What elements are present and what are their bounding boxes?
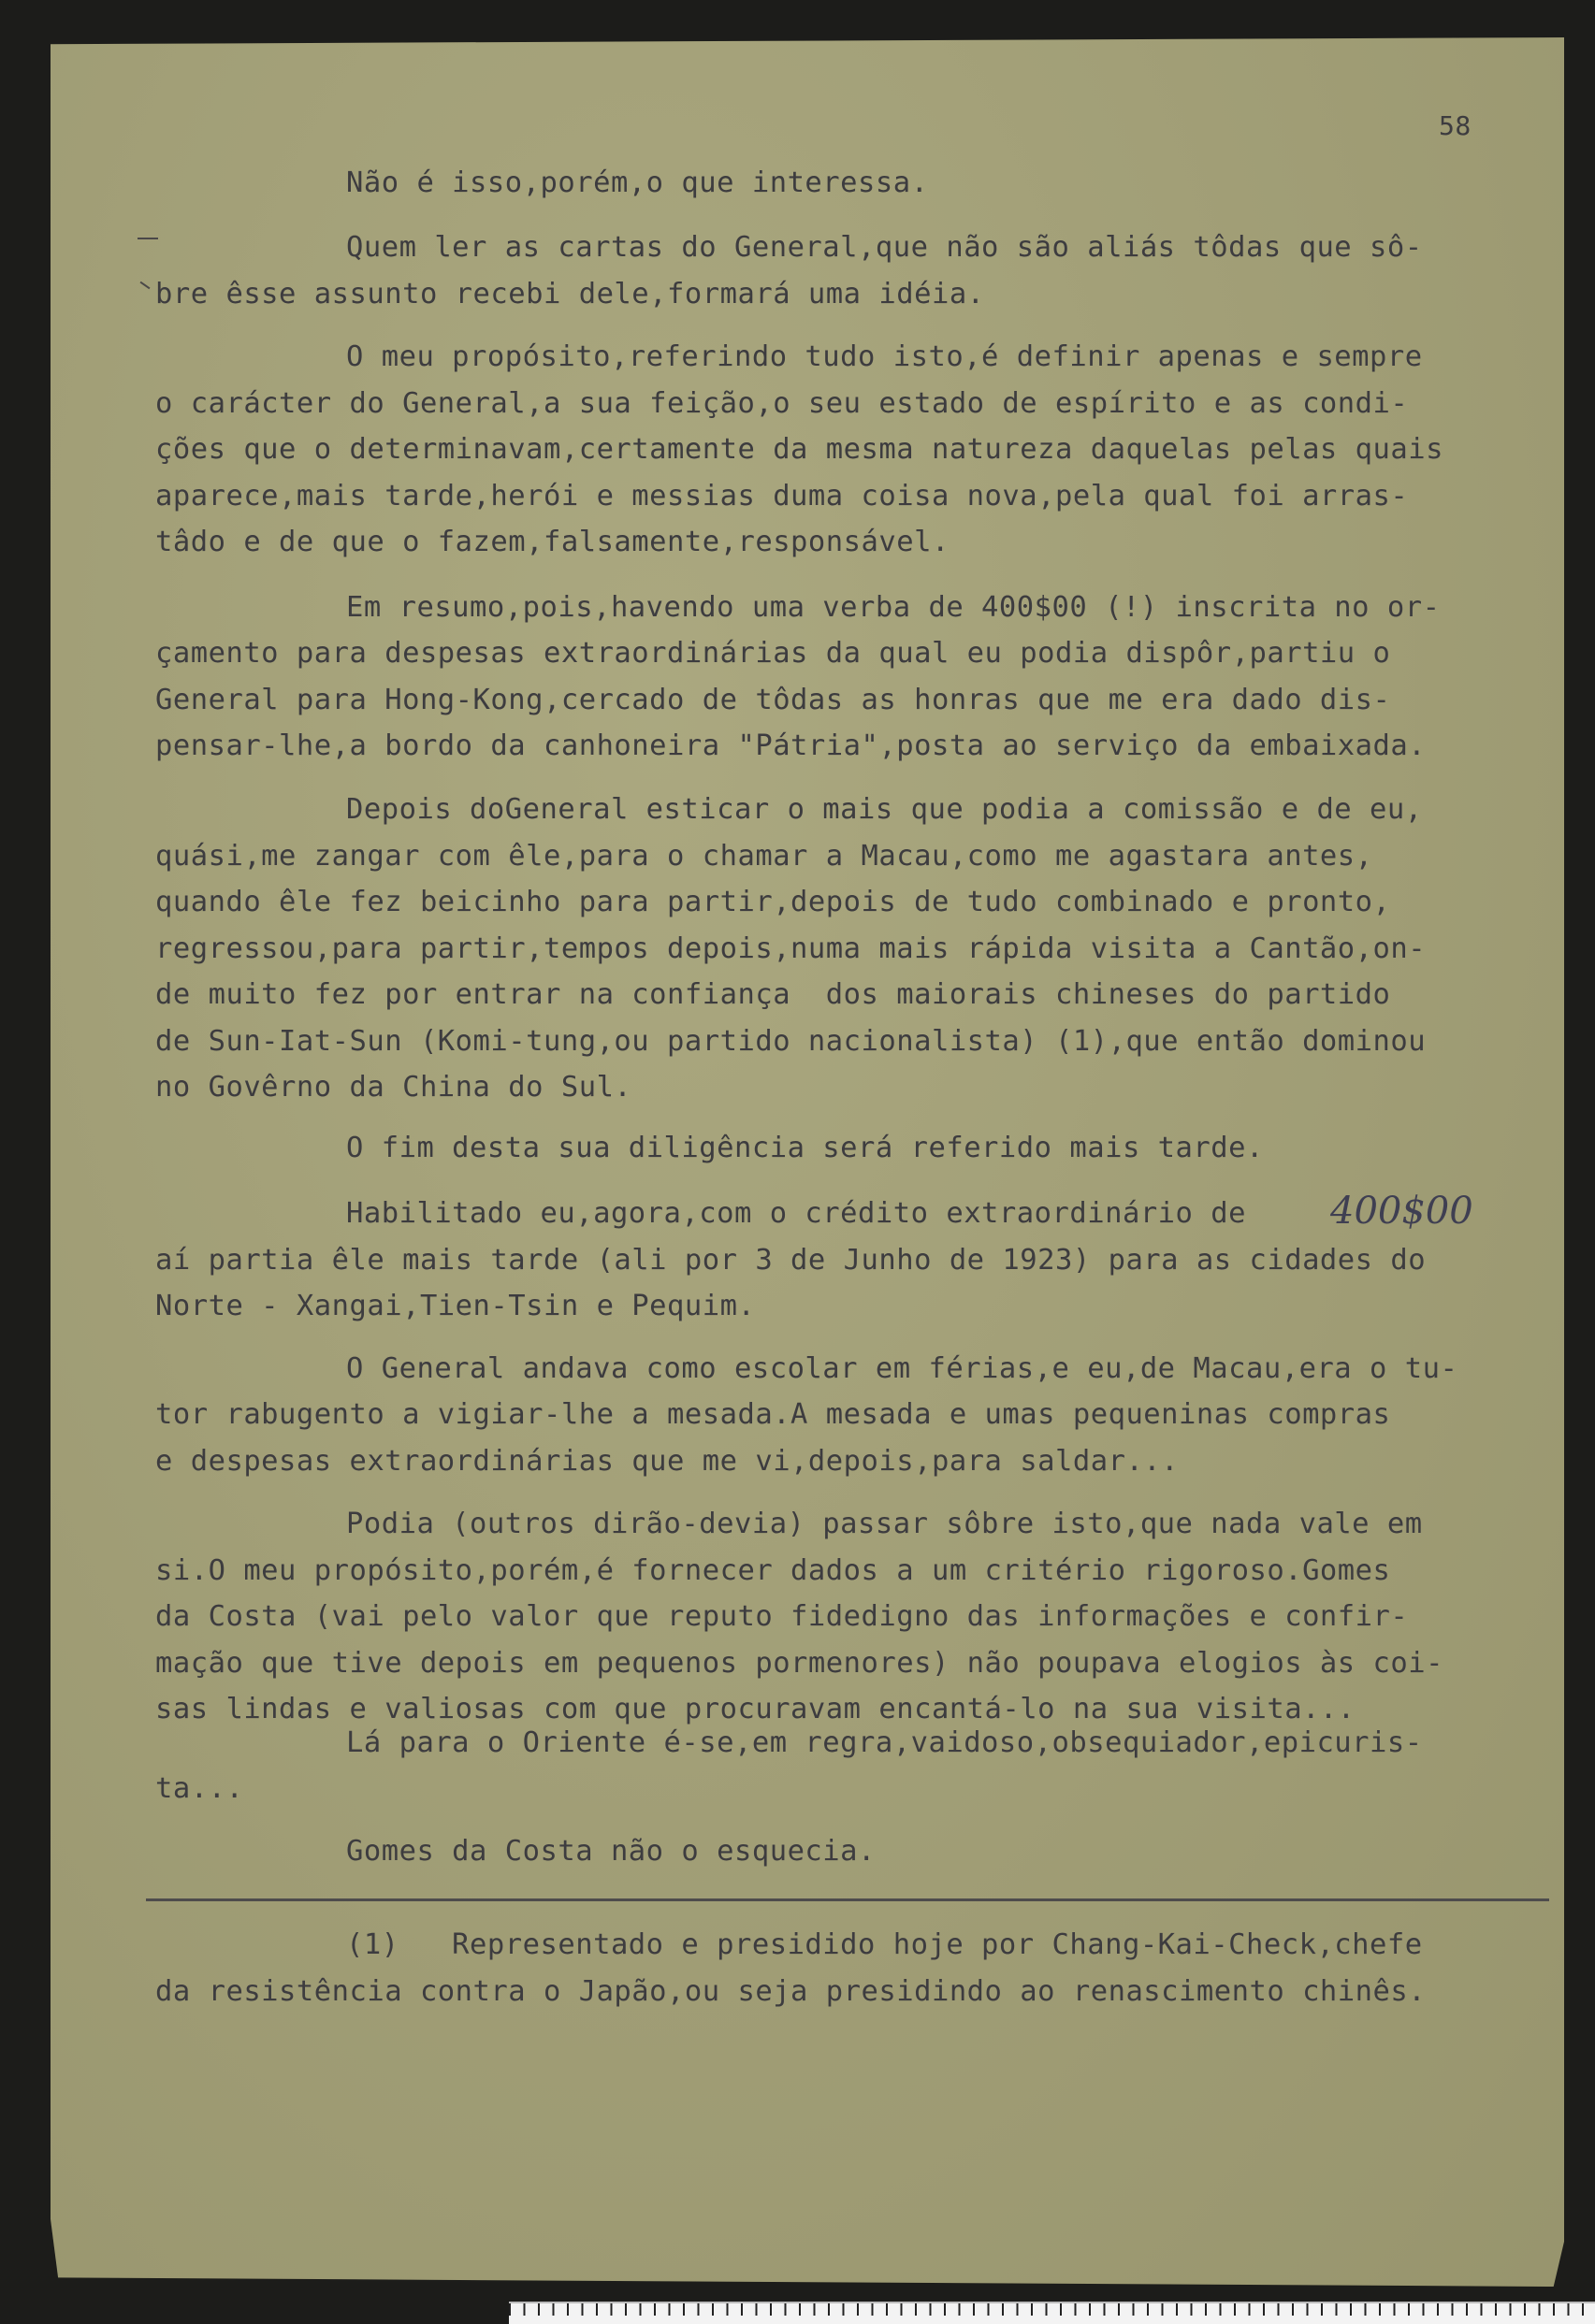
text-line: e despesas extraordinárias que me vi,depois,para saldar... — [155, 1445, 1180, 1478]
page-number: 58 — [1439, 110, 1472, 141]
text-line: Em resumo,pois,havendo uma verba de 400$00 (!) inscrita no or- — [346, 591, 1441, 624]
text-line: çamento para despesas extraordinárias da qual eu podia dispôr,partiu o — [155, 637, 1391, 670]
text-line: Lá para o Oriente é-se,em regra,vaidoso,obsequiador,epicuris- — [346, 1726, 1423, 1759]
text-line: regressou,para partir,tempos depois,numa mais rápida visita a Cantão,on- — [155, 932, 1427, 965]
handwritten-amount: 400$00 — [1330, 1190, 1473, 1233]
text-line: aparece,mais tarde,herói e messias duma coisa nova,pela qual foi arras- — [155, 480, 1409, 512]
text-line: Não é isso,porém,o que interessa. — [346, 166, 929, 199]
text-line: de muito fez por entrar na confiança dos maiorais chineses do partido — [155, 978, 1391, 1011]
footnote-divider — [146, 1898, 1549, 1901]
text-line: O fim desta sua diligência será referido mais tarde. — [346, 1132, 1264, 1164]
text-line: tâdo e de que o fazem,falsamente,responsável. — [155, 526, 950, 558]
text-line: no Govêrno da China do Sul. — [155, 1071, 632, 1104]
text-line: quando êle fez beicinho para partir,depois de tudo combinado e pronto, — [155, 886, 1391, 918]
text-line: Norte - Xangai,Tien-Tsin e Pequim. — [155, 1290, 756, 1322]
footnote-line: (1) Representado e presidido hoje por Chang-Kai-Check,chefe — [346, 1928, 1423, 1961]
text-line: aí partia êle mais tarde (ali por 3 de Junho de 1923) para as cidades do — [155, 1244, 1427, 1277]
text-line: ções que o determinavam,certamente da mesma natureza daquelas pelas quais — [155, 433, 1443, 466]
text-line: Depois doGeneral esticar o mais que podia a comissão e de eu, — [346, 793, 1423, 826]
text-line: O meu propósito,referindo tudo isto,é definir apenas e sempre — [346, 340, 1423, 373]
text-line: O General andava como escolar em férias,e eu,de Macau,era o tu- — [346, 1352, 1458, 1385]
text-line: de Sun-Iat-Sun (Komi-tung,ou partido nacionalista) (1),que então dominou — [155, 1025, 1427, 1058]
text-line: bre êsse assunto recebi dele,formará uma idéia. — [155, 278, 985, 310]
text-line: Gomes da Costa não o esquecia. — [346, 1835, 876, 1868]
text-line: sas lindas e valiosas com que procuravam encantá-lo na sua visita... — [155, 1693, 1356, 1725]
text-line: ta... — [155, 1772, 244, 1805]
text-line: da Costa (vai pelo valor que reputo fidedigno das informações e confir- — [155, 1600, 1409, 1633]
text-line: quási,me zangar com êle,para o chamar a Macau,como me agastara antes, — [155, 840, 1373, 873]
text-line: General para Hong-Kong,cercado de tôdas as honras que me era dado dis- — [155, 684, 1391, 716]
text-line: Podia (outros dirão-devia) passar sôbre isto,que nada vale em — [346, 1508, 1423, 1540]
text-line: Habilitado eu,agora,com o crédito extraordinário de — [346, 1197, 1246, 1230]
text-line: tor rabugento a vigiar-lhe a mesada.A mesada e umas pequeninas compras — [155, 1398, 1391, 1431]
text-line: Quem ler as cartas do General,que não são aliás tôdas que sô- — [346, 231, 1423, 264]
footnote-line: da resistência contra o Japão,ou seja presidindo ao renascimento chinês. — [155, 1975, 1427, 2008]
margin-mark — [138, 238, 158, 239]
scan-ruler — [509, 2302, 1595, 2324]
text-line: pensar-lhe,a bordo da canhoneira "Pátria",posta ao serviço da embaixada. — [155, 729, 1427, 762]
text-line: mação que tive depois em pequenos pormenores) não poupava elogios às coi- — [155, 1647, 1443, 1680]
text-line: o carácter do General,a sua feição,o seu estado de espírito e as condi- — [155, 387, 1409, 420]
text-line: si.O meu propósito,porém,é fornecer dados a um critério rigoroso.Gomes — [155, 1554, 1391, 1587]
